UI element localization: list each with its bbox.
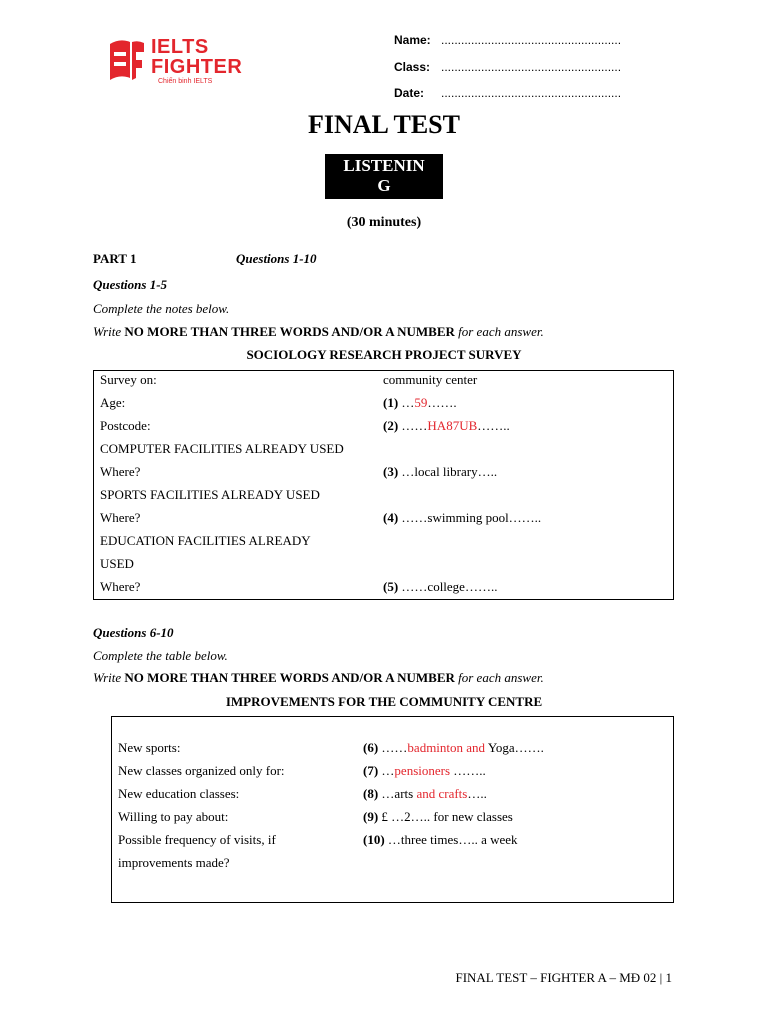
q2-row-4-answer [363,832,518,848]
q2-row-1-answer [363,763,486,779]
q1-row-0-pre: community center [383,372,478,387]
q2-table-title: IMPROVEMENTS FOR THE COMMUNITY CENTRE [225,694,543,709]
q1-instruction-1: Complete the notes below. [93,301,230,316]
q2-row-1-ans: pensioners [394,763,451,778]
q1-row-4-answer [383,464,497,480]
section-label-line1: LISTENIN [343,156,425,175]
q2-row-3-label: Willing to pay about: [118,809,229,824]
q2-row-2-num: (8) [363,786,379,801]
page-footer: FINAL TEST – FIGHTER A – MĐ 02 | 1 [455,970,672,985]
q2-row-4-num: (10) [363,832,385,847]
q1-row-9-answer [383,579,497,595]
q1-row-4-pre: …local library….. [398,464,498,479]
q1-row-6-pre: ……swimming pool…….. [398,510,542,525]
q2-instruction-1: Complete the table below. [93,648,228,663]
q1-row-2-pre: …… [398,418,428,433]
q1-row-4-num: (3) [383,464,399,479]
q2-row-4-pre: …three times….. a week [384,832,518,847]
part-questions: Questions 1-10 [236,251,317,266]
q1-row-1-post: ……. [427,395,457,410]
q2-row-3-pre: £ …2….. for new classes [378,809,513,824]
logo-emblem-icon [108,38,146,82]
q1-row-6-answer [383,510,541,526]
q2-row-0-label: New sports: [118,740,181,755]
q2-row-2-post: ….. [467,786,487,801]
q1-row-9-num: (5) [383,579,399,594]
q1-row-1-label: Age: [100,395,126,410]
q1-row-2-num: (2) [383,418,399,433]
q1-row-3-label: COMPUTER FACILITIES ALREADY USED [100,441,344,456]
section-label-line2: G [377,176,391,195]
q2-row-1-pre: … [378,763,395,778]
q2-row-0-pre: …… [378,740,408,755]
name-field [394,33,621,47]
part-label: PART 1 [93,251,137,266]
q2-row-4-label: Possible frequency of visits, if [118,832,276,847]
q2-improvements-table [111,716,674,903]
q1-notes-table [93,370,674,600]
q1-row-5-label: SPORTS FACILITIES ALREADY USED [100,487,320,502]
q2-row-0-ans: badminton and [407,740,486,755]
q2-row-2-pre: …arts [378,786,417,801]
date-label: Date: [394,86,425,100]
q2-row-3-answer [363,809,513,825]
name-label: Name: [394,33,431,47]
q1-row-1-ans: 59 [414,395,428,410]
q1-row-9-label: Where? [100,579,141,594]
q2-row-0-post: Yoga……. [485,740,544,755]
q2-row-3-num: (9) [363,809,379,824]
page-title: FINAL TEST [308,110,460,139]
q1-row-2-ans: HA87UB [427,418,478,433]
q2-instr-b: NO MORE THAN THREE WORDS AND/OR A NUMBER [124,670,455,685]
q2-row-2-answer [363,786,487,802]
q1-row-0-label: Survey on: [100,372,157,387]
logo-text-ielts: IELTS [151,36,209,58]
q2-row-1-post: …….. [450,763,486,778]
section-badge [325,154,443,199]
q1-row-6-label: Where? [100,510,141,525]
q1-table-title: SOCIOLOGY RESEARCH PROJECT SURVEY [246,347,522,362]
class-label: Class: [394,60,431,74]
date-dots: ...................................................... [441,86,622,100]
q2-row-0-answer [363,740,544,756]
class-dots: ...................................................... [441,60,622,74]
q1-row-8-label: USED [100,556,134,571]
q2-row-2-ans: and crafts [416,786,468,801]
q1-row-2-answer [383,418,510,434]
q1-row-1-pre: … [398,395,415,410]
q1-row-1-num: (1) [383,395,399,410]
ielts-fighter-logo [108,38,258,88]
duration: (30 minutes) [346,215,422,230]
q1-row-9-pre: ……college…….. [398,579,498,594]
q1-row-7-label: EDUCATION FACILITIES ALREADY [100,533,311,548]
q2-row-1-label: New classes organized only for: [118,763,285,778]
logo-text-fighter: FIGHTER [151,56,243,78]
q1-row-4-label: Where? [100,464,141,479]
q2-row-1-num: (7) [363,763,379,778]
q2-instr-c: for each answer. [454,670,544,685]
q1-instr-a: Write [93,324,125,339]
q1-heading: Questions 1-5 [93,277,168,292]
q1-row-2-label: Postcode: [100,418,151,433]
q2-instr-a: Write [93,670,125,685]
name-dots: ...................................................... [441,33,622,47]
q1-instr-b: NO MORE THAN THREE WORDS AND/OR A NUMBER [124,324,455,339]
q2-row-5-label: improvements made? [118,855,230,870]
q1-row-2-post: …….. [477,418,510,433]
q1-instruction-2 [93,324,544,340]
class-field [394,60,621,74]
logo-subtitle: Chiến binh IELTS [158,78,213,85]
q2-row-2-label: New education classes: [118,786,240,801]
q2-heading: Questions 6-10 [93,625,174,640]
q1-row-0-answer [383,372,477,388]
q1-row-6-num: (4) [383,510,399,525]
q1-row-1-answer [383,395,457,411]
q2-instruction-2 [93,670,544,686]
q1-instr-c: for each answer. [454,324,544,339]
date-field [394,86,621,100]
q2-row-0-num: (6) [363,740,379,755]
